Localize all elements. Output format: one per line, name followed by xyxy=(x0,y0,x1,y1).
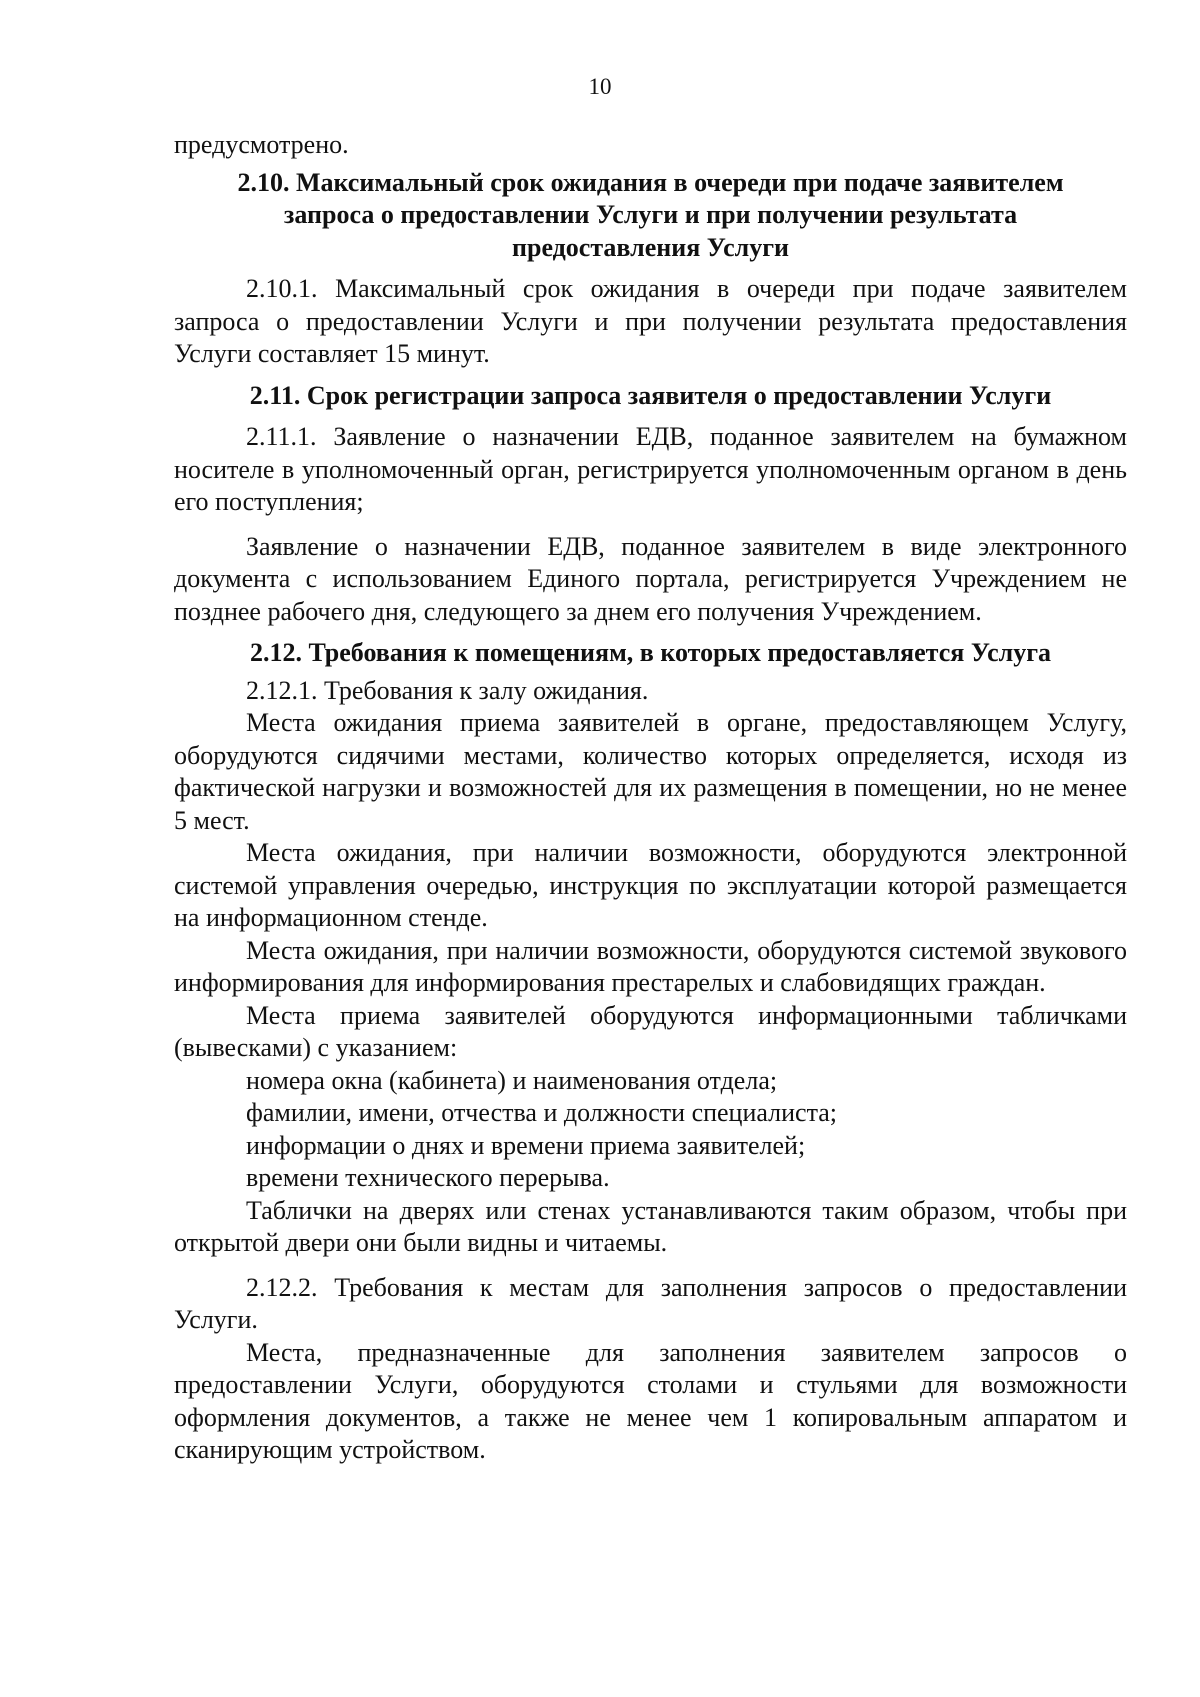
list-item: времени технического перерыва. xyxy=(246,1163,610,1192)
paragraph-queue-system: Места ожидания, при наличии возможности, оборудуются электронной системой управления очередью, инструкция по эксплуатации которой размещается на информационном стенде. xyxy=(174,838,1127,932)
paragraph-waiting-seats: Места ожидания приема заявителей в органе, предоставляющем Услугу, оборудуются сидячими местами, количество которых определяется, исходя из фактической нагрузки и возможностей для их размещения в помещении, но не менее 5 мест. xyxy=(174,708,1127,835)
heading-2-10: 2.10. Максимальный срок ожидания в очереди при подаче заявителем запроса о предоставлении Услуги и при получении результата предоставления Услуги xyxy=(237,167,1064,262)
list-item: номера окна (кабинета) и наименования отдела; xyxy=(246,1065,778,1095)
paragraph-plates-placement: Таблички на дверях или стенах устанавливаются таким образом, чтобы при открытой двери они были видны и читаемы. xyxy=(174,1195,1127,1257)
list-item: информации о днях и времени приема заявителей; xyxy=(246,1130,806,1160)
heading-2-11: 2.11. Срок регистрации запроса заявителя о предоставлении Услуги xyxy=(249,380,1052,410)
continuation-text: предусмотрено. xyxy=(174,130,349,159)
paragraph-2-12-2: 2.12.2. Требования к местам для заполнения запросов о предоставлении Услуги. xyxy=(174,1272,1127,1334)
paragraph-filling-places: Места, предназначенные для заполнения заявителем запросов о предоставлении Услуги, оборудуются столами и стульями для возможности оформления документов, а также не менее чем 1 копировальным аппаратом и сканирующим устройством. xyxy=(174,1337,1127,1464)
page-number: 10 xyxy=(588,74,612,99)
paragraph-2-10-1: 2.10.1. Максимальный срок ожидания в очереди при подаче заявителем запроса о предоставлении Услуги и при получении результата предоставления Услуги составляет 15 минут. xyxy=(174,274,1127,368)
paragraph-2-11-1: 2.11.1. Заявление о назначении ЕДВ, поданное заявителем на бумажном носителе в уполномоченный орган, регистрируется уполномоченным органом в день его поступления; xyxy=(174,422,1127,516)
paragraph-2-12-1: 2.12.1. Требования к залу ожидания. xyxy=(246,675,649,705)
heading-2-12: 2.12. Требования к помещениям, в которых предоставляется Услуга xyxy=(249,638,1052,667)
list-item: фамилии, имени, отчества и должности специалиста; xyxy=(246,1098,838,1127)
paragraph-2-11-2: Заявление о назначении ЕДВ, поданное заявителем в виде электронного документа с использованием Единого портала, регистрируется Учреждением не позднее рабочего дня, следующего за днем его получения Учреждением. xyxy=(174,531,1127,626)
document-body xyxy=(174,129,1127,1467)
paragraph-sound-system: Места ожидания, при наличии возможности, оборудуются системой звукового информирования для информирования престарелых и слабовидящих граждан. xyxy=(174,935,1127,997)
paragraph-info-plates: Места приема заявителей оборудуются информационными табличками (вывесками) с указанием: xyxy=(174,1000,1127,1062)
